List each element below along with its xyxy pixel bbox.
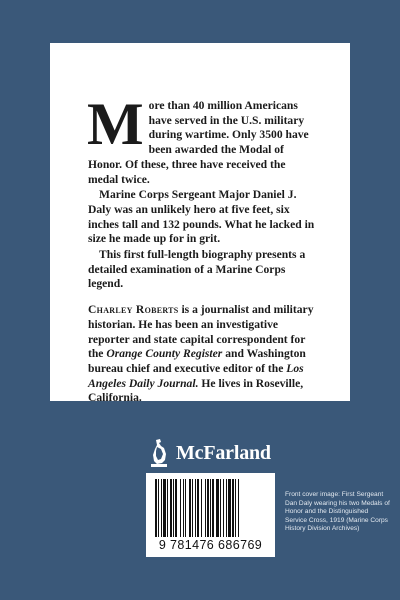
author-name: Charley Roberts xyxy=(88,303,179,317)
barcode-bars xyxy=(153,479,268,537)
description-paragraph-2: Marine Corps Sergeant Major Daniel J. Daly was an unlikely hero at five feet, six inches tall and 132 pounds. What he lacked in size he made up for in grit. xyxy=(88,188,315,246)
cover-image-caption: Front cover image: First Sergeant Dan Daly wearing his two Medals of Honor and the Distinguished Service Cross, 1919 (Marine Corps History Division Archives) xyxy=(285,491,390,533)
description-paragraph-3: This first full-length biography presents a detailed examination of a Marine Corps legend. xyxy=(88,248,306,291)
author-bio: Charley Roberts is a journalist and military historian. He has been an investigative reporter and state capital correspondent for the Orange County Register and Washington bureau chief and executive editor of the Los Angeles Daily Journal. He lives in Roseville, California. xyxy=(88,303,314,405)
description-paragraph-1: More than 40 million Americans have served in the U.S. military during wartime. Only 3500 have been awarded the Modal of Honor. Of these, three have received the medal twice. xyxy=(87,91,309,186)
publication-name: Los Angeles Daily Journal. xyxy=(88,361,304,390)
publisher-logo xyxy=(148,438,271,468)
bird-logo-icon xyxy=(148,438,170,468)
book-description xyxy=(87,91,317,292)
description-panel xyxy=(50,43,350,405)
barcode xyxy=(146,473,275,557)
publication-name: Orange County Register xyxy=(106,347,223,361)
isbn-number: 9 781476 686769 xyxy=(158,538,263,552)
drop-cap: M xyxy=(87,91,144,157)
publisher-name: McFarland xyxy=(176,441,271,464)
